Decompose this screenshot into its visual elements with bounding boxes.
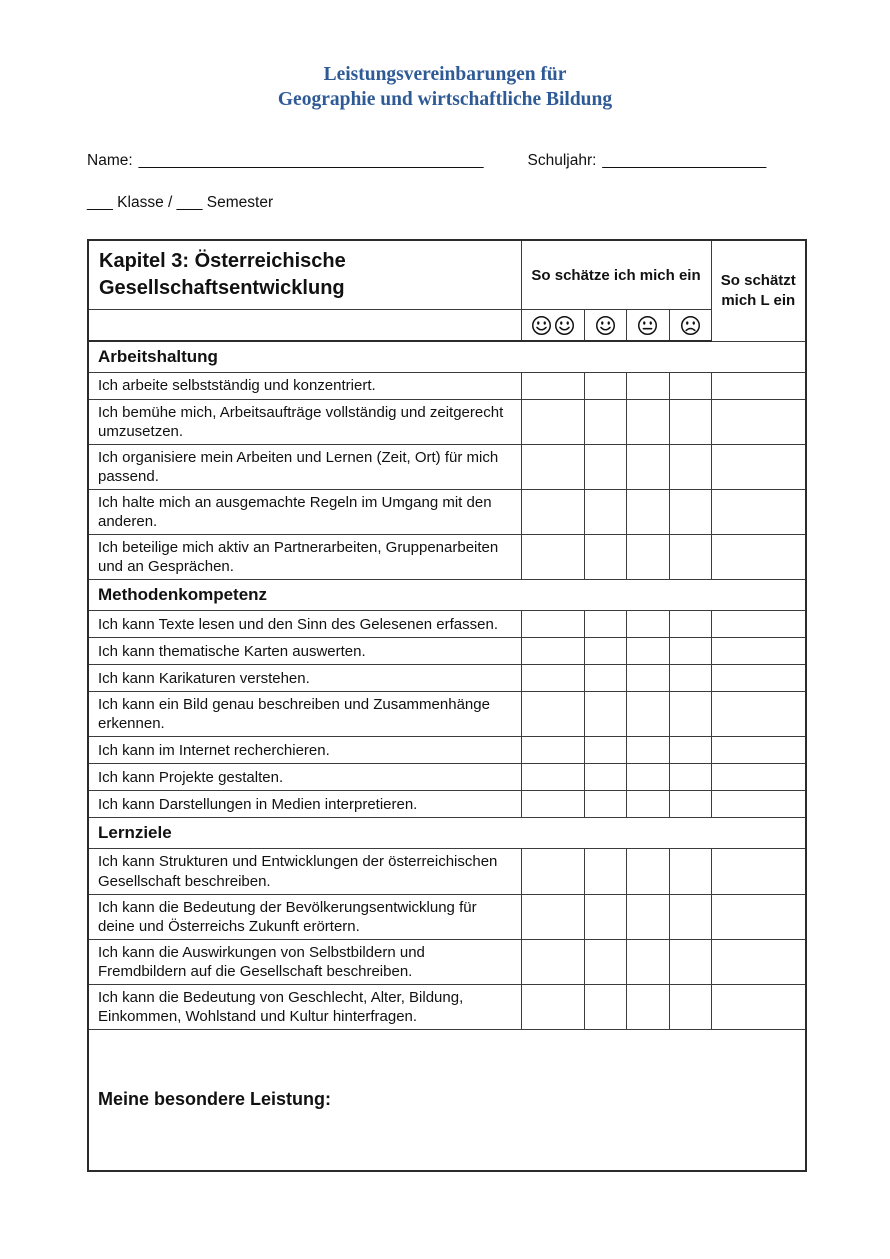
- self-rating-cell[interactable]: [626, 490, 669, 535]
- self-rating-cell[interactable]: [626, 737, 669, 764]
- self-rating-cell[interactable]: [584, 490, 626, 535]
- self-rating-cell[interactable]: [584, 849, 626, 894]
- self-rating-cell[interactable]: [521, 894, 584, 939]
- neutral-face-icon: [637, 315, 658, 336]
- self-rating-cell[interactable]: [626, 373, 669, 400]
- table-row: [88, 939, 806, 984]
- self-rating-cell[interactable]: [584, 692, 626, 737]
- title-line-2: Geographie und wirtschaftliche Bildung: [277, 89, 613, 110]
- teacher-rating-cell[interactable]: [711, 535, 806, 580]
- self-rating-cell[interactable]: [626, 939, 669, 984]
- statement-cell: Ich kann im Internet recherchieren.: [88, 737, 521, 764]
- table-row: [88, 737, 806, 764]
- self-rating-cell[interactable]: [521, 984, 584, 1029]
- special-achievement-area[interactable]: [88, 1029, 806, 1171]
- chapter-title: Kapitel 3: Österreichische Gesellschaftsentwicklung: [88, 240, 521, 310]
- statement-cell: Ich kann Darstellungen in Medien interpretieren.: [88, 791, 521, 818]
- self-rating-cell[interactable]: [669, 400, 711, 445]
- self-rating-cell[interactable]: [521, 791, 584, 818]
- self-rating-cell[interactable]: [584, 665, 626, 692]
- teacher-rating-cell[interactable]: [711, 490, 806, 535]
- self-rating-cell[interactable]: [626, 894, 669, 939]
- teacher-rating-cell[interactable]: [711, 894, 806, 939]
- self-rating-cell[interactable]: [669, 665, 711, 692]
- self-rating-cell[interactable]: [669, 939, 711, 984]
- self-rating-cell[interactable]: [669, 373, 711, 400]
- section-title: Methodenkompetenz: [88, 580, 806, 611]
- section-header-row: [88, 341, 806, 373]
- teacher-rating-cell[interactable]: [711, 400, 806, 445]
- self-rating-cell[interactable]: [521, 665, 584, 692]
- self-rating-cell[interactable]: [669, 445, 711, 490]
- empty-header-cell: [88, 310, 521, 342]
- klasse-semester-row: ___ Klasse / ___ Semester: [87, 194, 274, 211]
- self-rating-cell[interactable]: [521, 764, 584, 791]
- self-rating-cell[interactable]: [669, 692, 711, 737]
- assessment-table-body: [88, 240, 806, 1171]
- self-rating-cell[interactable]: [521, 400, 584, 445]
- teacher-rating-cell[interactable]: [711, 737, 806, 764]
- self-rating-cell[interactable]: [626, 849, 669, 894]
- self-rating-cell[interactable]: [626, 611, 669, 638]
- self-rating-cell[interactable]: [521, 445, 584, 490]
- document-title: [0, 0, 890, 112]
- table-row: [88, 791, 806, 818]
- assessment-table: [87, 239, 807, 1172]
- statement-cell: Ich organisiere mein Arbeiten und Lernen (Zeit, Ort) für mich passend.: [88, 445, 521, 490]
- title-line-1: Leistungsvereinbarungen für: [323, 64, 567, 85]
- teacher-rating-cell[interactable]: [711, 849, 806, 894]
- self-rating-cell[interactable]: [626, 445, 669, 490]
- statement-cell: Ich halte mich an ausgemachte Regeln im Umgang mit den anderen.: [88, 490, 521, 535]
- table-row: [88, 535, 806, 580]
- name-schoolyear-row: [87, 152, 805, 170]
- self-rating-cell[interactable]: [584, 611, 626, 638]
- teacher-rating-cell[interactable]: [711, 638, 806, 665]
- self-rating-cell[interactable]: [669, 535, 711, 580]
- teacher-rating-cell[interactable]: [711, 611, 806, 638]
- table-row: [88, 490, 806, 535]
- self-rating-cell[interactable]: [521, 692, 584, 737]
- self-rating-cell[interactable]: [584, 984, 626, 1029]
- statement-cell: Ich beteilige mich aktiv an Partnerarbeiten, Gruppenarbeiten und an Gesprächen.: [88, 535, 521, 580]
- table-row: [88, 638, 806, 665]
- self-rating-cell[interactable]: [669, 849, 711, 894]
- self-rating-cell[interactable]: [626, 984, 669, 1029]
- teacher-rating-cell[interactable]: [711, 764, 806, 791]
- self-rating-cell[interactable]: [584, 400, 626, 445]
- schuljahr-label: Schuljahr:: [527, 152, 597, 169]
- smiley-icon: [554, 315, 575, 336]
- self-rating-cell[interactable]: [584, 638, 626, 665]
- self-rating-cell[interactable]: [626, 692, 669, 737]
- table-row: [88, 665, 806, 692]
- self-rating-cell[interactable]: [669, 490, 711, 535]
- name-label: Name:: [87, 152, 133, 169]
- self-rating-cell[interactable]: [669, 984, 711, 1029]
- table-row: [88, 611, 806, 638]
- table-row: [88, 445, 806, 490]
- teacher-rating-cell[interactable]: [711, 984, 806, 1029]
- self-rating-cell[interactable]: [626, 638, 669, 665]
- self-rating-cell[interactable]: [584, 445, 626, 490]
- self-rating-cell[interactable]: [584, 791, 626, 818]
- statement-cell: Ich kann Texte lesen und den Sinn des Gelesenen erfassen.: [88, 611, 521, 638]
- neutral-face-cell[interactable]: [626, 310, 669, 342]
- smiley-double-cell[interactable]: [521, 310, 584, 342]
- statement-cell: Ich arbeite selbstständig und konzentriert.: [88, 373, 521, 400]
- self-rating-cell[interactable]: [669, 737, 711, 764]
- statement-cell: Ich kann Strukturen und Entwicklungen der österreichischen Gesellschaft beschreiben.: [88, 849, 521, 894]
- table-row: [88, 692, 806, 737]
- self-rating-cell[interactable]: [626, 791, 669, 818]
- self-rating-cell[interactable]: [521, 939, 584, 984]
- section-header-row: [88, 818, 806, 849]
- schuljahr-blank-line[interactable]: ___________________: [602, 152, 767, 169]
- statement-cell: Ich kann die Auswirkungen von Selbstbildern und Fremdbildern auf die Gesellschaft beschreiben.: [88, 939, 521, 984]
- statement-cell: Ich bemühe mich, Arbeitsaufträge vollständig und zeitgerecht umzusetzen.: [88, 400, 521, 445]
- special-achievement-label: Meine besondere Leistung:: [98, 1089, 332, 1110]
- statement-cell: Ich kann die Bedeutung der Bevölkerungsentwicklung für deine und Österreichs Zukunft erörtern.: [88, 894, 521, 939]
- self-rating-cell[interactable]: [584, 764, 626, 791]
- table-header-row: [88, 240, 806, 310]
- table-row: [88, 373, 806, 400]
- self-rating-cell[interactable]: [584, 894, 626, 939]
- document-content: [87, 152, 805, 1172]
- teacher-rating-cell[interactable]: [711, 665, 806, 692]
- statement-cell: Ich kann ein Bild genau beschreiben und Zusammenhänge erkennen.: [88, 692, 521, 737]
- frowny-face-cell[interactable]: [669, 310, 711, 342]
- teacher-assessment-header: So schätzt mich L ein: [711, 240, 806, 341]
- self-rating-cell[interactable]: [521, 611, 584, 638]
- table-row: [88, 984, 806, 1029]
- frowny-face-icon: [680, 315, 701, 336]
- self-assessment-header: So schätze ich mich ein: [521, 240, 711, 310]
- smiley-cell[interactable]: [584, 310, 626, 342]
- section-title: Arbeitshaltung: [88, 341, 806, 373]
- statement-cell: Ich kann Projekte gestalten.: [88, 764, 521, 791]
- self-rating-cell[interactable]: [626, 400, 669, 445]
- self-rating-cell[interactable]: [669, 791, 711, 818]
- self-rating-cell[interactable]: [584, 535, 626, 580]
- self-rating-cell[interactable]: [521, 737, 584, 764]
- self-rating-cell[interactable]: [584, 373, 626, 400]
- table-row: [88, 764, 806, 791]
- self-rating-cell[interactable]: [626, 535, 669, 580]
- table-row: [88, 849, 806, 894]
- teacher-rating-cell[interactable]: [711, 692, 806, 737]
- table-row: [88, 894, 806, 939]
- self-rating-cell[interactable]: [521, 849, 584, 894]
- self-rating-cell[interactable]: [584, 939, 626, 984]
- self-rating-cell[interactable]: [521, 373, 584, 400]
- section-header-row: [88, 580, 806, 611]
- rating-scale-row: [88, 310, 806, 342]
- teacher-rating-cell[interactable]: [711, 791, 806, 818]
- statement-cell: Ich kann Karikaturen verstehen.: [88, 665, 521, 692]
- teacher-rating-cell[interactable]: [711, 939, 806, 984]
- self-rating-cell[interactable]: [521, 490, 584, 535]
- self-rating-cell[interactable]: [669, 611, 711, 638]
- self-rating-cell[interactable]: [669, 894, 711, 939]
- self-rating-cell[interactable]: [626, 665, 669, 692]
- smiley-icon: [595, 315, 616, 336]
- schuljahr-group: [527, 152, 766, 170]
- statement-cell: Ich kann die Bedeutung von Geschlecht, Alter, Bildung, Einkommen, Wohlstand und Kultur hinterfragen.: [88, 984, 521, 1029]
- statement-cell: Ich kann thematische Karten auswerten.: [88, 638, 521, 665]
- self-rating-cell[interactable]: [521, 535, 584, 580]
- section-title: Lernziele: [88, 818, 806, 849]
- special-achievement-row: [88, 1029, 806, 1171]
- teacher-rating-cell[interactable]: [711, 373, 806, 400]
- self-rating-cell[interactable]: [669, 638, 711, 665]
- smiley-icon: [531, 315, 552, 336]
- self-rating-cell[interactable]: [521, 638, 584, 665]
- self-rating-cell[interactable]: [626, 764, 669, 791]
- table-row: [88, 400, 806, 445]
- name-blank-line[interactable]: ________________________________________: [138, 152, 484, 169]
- self-rating-cell[interactable]: [669, 764, 711, 791]
- teacher-rating-cell[interactable]: [711, 445, 806, 490]
- self-rating-cell[interactable]: [584, 737, 626, 764]
